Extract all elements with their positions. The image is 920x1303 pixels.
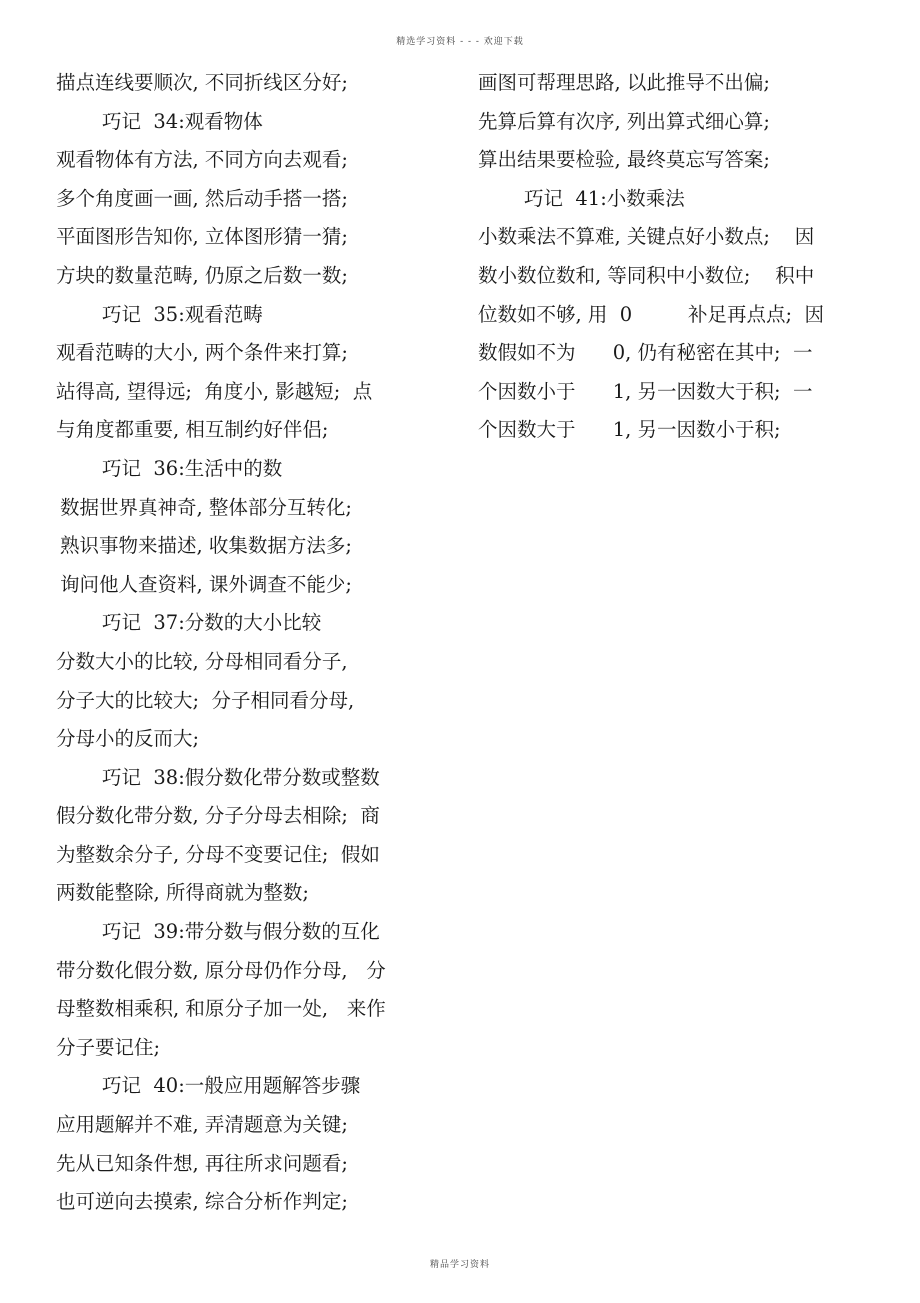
page-footer: 精品学习资料 [429,1260,490,1270]
text-line: 应用题解并不难, 弄清题意为关键; [56,1113,348,1137]
text-line: 多个角度画一画, 然后动手搭一搭; [56,186,348,210]
text-line: 数假如不为 0, 仍有秘密在其中; 一 [478,341,813,365]
section-heading: 巧记 35:观看范畴 [102,302,263,326]
section-heading: 巧记 38:假分数化带分数或整数 [102,765,380,789]
text-line: 观看范畴的大小, 两个条件来打算; [56,341,348,365]
text-line: 两数能整除, 所得商就为整数; [56,881,309,905]
text-line: 也可逆向去摸索, 综合分析作判定; [56,1190,348,1214]
text-line: 算出结果要检验, 最终莫忘写答案; [478,148,770,172]
text-line: 小数乘法不算难, 关键点好小数点; 因 [478,225,815,249]
text-line: 个因数小于 1, 另一因数大于积; 一 [478,379,813,403]
text-line: 熟识事物来描述, 收集数据方法多; [60,534,352,558]
text-line: 描点连线要顺次, 不同折线区分好; [56,71,348,94]
text-line: 先从已知条件想, 再往所求问题看; [56,1151,348,1175]
text-line: 分子要记住; [56,1035,161,1059]
text-line: 站得高, 望得远; 角度小, 影越短; 点 [56,379,373,403]
section-heading: 巧记 36:生活中的数 [102,456,283,480]
text-line: 分母小的反而大; [56,727,200,751]
text-line: 平面图形告知你, 立体图形猜一猜; [56,225,348,249]
page-header: 精选学习资料 - - - 欢迎下载 [396,37,524,47]
text-line: 个因数大于 1, 另一因数小于积; [478,418,781,442]
text-line: 母整数相乘积, 和原分子加一处, 来作 [56,997,386,1021]
text-line: 分子大的比较大; 分子相同看分母, [56,688,355,712]
text-line: 假分数化带分数, 分子分母去相除; 商 [56,804,380,828]
text-line: 为整数余分子, 分母不变要记住; 假如 [56,842,380,866]
left-column [56,64,416,1222]
section-heading: 巧记 39:带分数与假分数的互化 [102,920,380,944]
section-heading: 巧记 41:小数乘法 [524,186,685,210]
section-heading: 巧记 37:分数的大小比较 [102,611,322,635]
text-line: 观看物体有方法, 不同方向去观看; [56,148,348,172]
text-line: 与角度都重要, 相互制约好伴侣; [56,418,329,442]
text-line: 方块的数量范畴, 仍原之后数一数; [56,263,348,287]
text-line: 位数如不够, 用 0 补足再点点; 因 [478,302,824,326]
text-line: 数小数位数和, 等同积中小数位; 积中 [478,263,815,287]
text-line: 画图可帮理思路, 以此推导不出偏; [478,71,770,94]
text-line: 先算后算有次序, 列出算式细心算; [478,109,770,133]
text-line: 询问他人查资料, 课外调查不能少; [60,572,352,596]
text-line: 带分数化假分数, 原分母仍作分母, 分 [56,958,386,982]
text-line: 分数大小的比较, 分母相同看分子, [56,649,348,673]
text-line: 数据世界真神奇, 整体部分互转化; [60,495,352,519]
section-heading: 巧记 40:一般应用题解答步骤 [102,1074,361,1098]
right-column [478,64,848,450]
section-heading: 巧记 34:观看物体 [102,109,263,133]
